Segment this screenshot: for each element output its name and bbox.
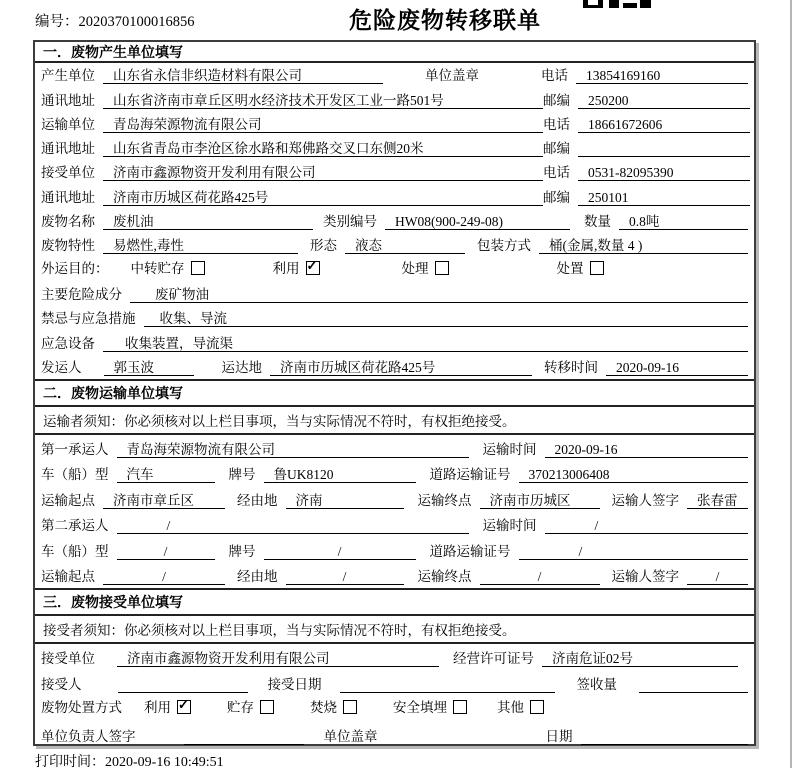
print-time (35, 751, 224, 771)
checkbox-dispose (590, 261, 604, 275)
section3-body (35, 644, 754, 748)
emergency-equipment-value: 收集装置，导流渠 (103, 335, 748, 352)
origin-value: / (103, 568, 225, 585)
second-carrier-value: / (117, 517, 469, 534)
receiver-label: 接受单位 (41, 165, 95, 181)
field-row-waste-property (35, 233, 754, 257)
postcode-label: 邮编 (543, 92, 570, 108)
phone-value: 13854169160 (576, 67, 748, 84)
section2-body (35, 435, 754, 590)
checkbox-label-treat: 处理 (401, 260, 429, 276)
received-amount-label: 签收量 (576, 677, 617, 692)
date-label: 日期 (545, 729, 573, 744)
checkbox-incinerate (343, 700, 357, 714)
plate-number-value: / (264, 543, 416, 560)
plate-number-value: 鲁UK8120 (264, 466, 416, 483)
waste-name-value: 废机油 (103, 213, 313, 230)
checkbox-label-utilize: 利用 (272, 260, 300, 276)
packaging-value: 桶(金属,数量 4 ) (539, 237, 748, 254)
receiving-unit-label: 接受单位 (41, 651, 95, 666)
via-label: 经由地 (237, 492, 278, 508)
terminus-value: / (480, 568, 600, 585)
responsible-signature-value (184, 728, 304, 745)
carrier-signature-value: 张春雷 (687, 492, 748, 509)
receive-date-label: 接受日期 (267, 677, 322, 692)
contraindication-value: 收集、导流 (144, 310, 749, 327)
page-title: 危险废物转移联单 (349, 8, 541, 33)
received-amount-value (639, 676, 748, 693)
plate-number-label: 牌号 (228, 543, 256, 559)
date-value (581, 728, 749, 745)
checkbox-label-incinerate: 焚烧 (310, 700, 337, 715)
address-value: 山东省济南市章丘区明水经济技术开发区工业一路501号 (103, 92, 543, 109)
business-license-label: 经营许可证号 (453, 651, 534, 666)
consignor-label: 发运人 (41, 359, 82, 375)
field-row-emergency-equipment (35, 330, 754, 354)
field-row-waste-name (35, 209, 754, 233)
via-label: 经由地 (237, 569, 278, 584)
hazard-component-label: 主要危险成分 (41, 286, 122, 302)
field-row-vehicle-type-2 (35, 537, 754, 563)
destination-value: 济南市历城区荷花路425号 (270, 359, 532, 376)
receiving-unit-value: 济南市鑫源物资开发利用有限公司 (117, 650, 439, 667)
waste-property-label: 废物特性 (41, 238, 95, 254)
address-value: 山东省青岛市李沧区徐水路和郑佛路交叉口东侧20米 (103, 140, 543, 157)
carrier-signature-label: 运输人签字 (611, 492, 679, 508)
category-code-label: 类别编号 (323, 214, 377, 230)
section3-note: 接受者须知：你必须核对以上栏目事项，当与实际情况不符时，有权拒绝接受。 (35, 616, 754, 644)
checkbox-utilize (177, 700, 191, 714)
checkbox-transit-storage (191, 261, 205, 275)
origin-label: 运输起点 (41, 492, 95, 508)
vehicle-type-value: 汽车 (117, 466, 215, 483)
carrier-signature-value: / (687, 568, 748, 585)
road-permit-label: 道路运输证号 (429, 467, 511, 482)
terminus-label: 运输终点 (417, 569, 472, 584)
carrier-signature-label: 运输人签字 (611, 569, 679, 584)
terminus-value: 济南市历城区 (480, 492, 600, 509)
plate-number-label: 牌号 (228, 467, 256, 482)
business-license-value: 济南危证02号 (542, 650, 738, 667)
checkbox-label-utilize: 利用 (144, 700, 171, 715)
disposal-method-label: 废物处置方式 (41, 700, 122, 715)
field-row-consignor (35, 355, 754, 379)
packaging-label: 包装方式 (477, 238, 531, 254)
producer-label: 产生单位 (41, 68, 95, 84)
road-permit-value: 370213006408 (519, 466, 749, 483)
waste-name-label: 废物名称 (41, 214, 95, 230)
postcode-label: 邮编 (543, 189, 570, 205)
terminus-label: 运输终点 (417, 492, 472, 508)
field-row-transport-route-2 (35, 563, 754, 589)
recipient-label: 接受人 (41, 677, 82, 692)
field-row-receiver-address (35, 184, 754, 208)
document-number-label: 编号： (35, 14, 79, 30)
field-row-contraindication (35, 306, 754, 330)
field-row-recipient (35, 670, 754, 696)
address-value: 济南市历城区荷花路425号 (103, 189, 543, 206)
recipient-value (118, 676, 248, 693)
checkbox-storage (260, 700, 274, 714)
receiver-value: 济南市鑫源物资开发利用有限公司 (103, 164, 543, 181)
receive-date-value (340, 676, 555, 693)
transport-date-value: 2020-09-16 (545, 441, 749, 458)
print-time-value: 2020-09-16 10:49:51 (105, 755, 224, 770)
checkbox-utilize (306, 261, 320, 275)
checkbox-other (530, 700, 544, 714)
first-carrier-label: 第一承运人 (41, 441, 109, 457)
field-row-second-carrier (35, 512, 754, 538)
second-carrier-label: 第二承运人 (41, 518, 109, 533)
qr-code-fragment (583, 0, 653, 8)
field-row-receiver (35, 160, 754, 184)
road-permit-label: 道路运输证号 (429, 543, 511, 559)
quantity-value: 0.8吨 (619, 213, 748, 230)
phone-value: 18661672606 (578, 116, 750, 133)
form-state-label: 形态 (310, 238, 337, 254)
category-code-value: HW08(900-249-08) (385, 213, 570, 230)
origin-label: 运输起点 (41, 569, 95, 584)
vehicle-type-label: 车（船）型 (41, 467, 109, 482)
page-edge (790, 0, 792, 768)
transporter-value: 青岛海荣源物流有限公司 (103, 116, 543, 133)
vehicle-type-value: / (117, 543, 215, 560)
postcode-value (578, 140, 750, 157)
print-time-label: 打印时间： (35, 755, 105, 770)
destination-label: 运达地 (221, 359, 262, 375)
section2-note: 运输者须知：你必须核对以上栏目事项，当与实际情况不符时，有权拒绝接受。 (35, 407, 754, 435)
transfer-purpose-label: 外运目的： (41, 260, 109, 276)
phone-label: 电话 (541, 68, 568, 84)
transfer-date-label: 转移时间 (544, 359, 598, 375)
phone-label: 电话 (543, 165, 570, 181)
contraindication-label: 禁忌与应急措施 (41, 311, 136, 327)
quantity-label: 数量 (584, 214, 611, 230)
via-value: 济南 (286, 492, 404, 509)
address-label: 通讯地址 (41, 92, 95, 108)
checkbox-landfill (453, 700, 467, 714)
producer-value: 山东省永信非织造材料有限公司 (103, 67, 383, 84)
unit-stamp-label: 单位盖章 (425, 68, 479, 84)
address-label: 通讯地址 (41, 189, 95, 205)
phone-value: 0531-82095390 (578, 164, 750, 181)
field-row-first-carrier (35, 435, 754, 461)
field-row-transfer-purpose (35, 257, 754, 281)
address-label: 通讯地址 (41, 141, 95, 157)
checkbox-treat (435, 261, 449, 275)
field-row-disposal-method (35, 696, 754, 722)
waste-property-value: 易燃性,毒性 (103, 237, 298, 254)
field-row-hazard-component (35, 282, 754, 306)
postcode-value: 250200 (578, 92, 750, 109)
section3-header: 三．废物接受单位填写 (35, 590, 754, 616)
transfer-date-value: 2020-09-16 (606, 359, 748, 376)
field-row-vehicle-type (35, 461, 754, 487)
transport-date-value: / (545, 517, 749, 534)
origin-value: 济南市章丘区 (103, 492, 225, 509)
field-row-producer (35, 63, 754, 87)
form-state-value: 液态 (345, 237, 465, 254)
field-row-producer-address (35, 87, 754, 111)
section1-header: 一．废物产生单位填写 (35, 42, 754, 63)
field-row-receiving-unit (35, 644, 754, 670)
road-permit-value: / (519, 543, 749, 560)
responsible-signature-label: 单位负责人签字 (41, 729, 136, 744)
checkbox-label-other: 其他 (497, 700, 524, 715)
emergency-equipment-label: 应急设备 (41, 335, 95, 351)
field-row-responsible-signature (35, 722, 754, 748)
checkbox-label-transit-storage: 中转贮存 (130, 260, 185, 276)
postcode-value: 250101 (578, 189, 750, 206)
via-value: / (286, 568, 404, 585)
field-row-transporter (35, 112, 754, 136)
vehicle-type-label: 车（船）型 (41, 543, 109, 559)
field-row-transporter-address (35, 136, 754, 160)
consignor-value: 郭玉波 (104, 359, 194, 376)
section1-body (35, 63, 754, 381)
unit-stamp-label: 单位盖章 (323, 729, 378, 744)
first-carrier-value: 青岛海荣源物流有限公司 (117, 441, 469, 458)
document-number-value: 2020370100016856 (78, 14, 195, 30)
phone-label: 电话 (543, 116, 570, 132)
hazard-component-value: 废矿物油 (130, 286, 748, 303)
section2-header: 二．废物运输单位填写 (35, 381, 754, 407)
field-row-transport-route (35, 486, 754, 512)
transporter-label: 运输单位 (41, 116, 95, 132)
checkbox-label-landfill: 安全填埋 (393, 700, 447, 715)
postcode-label: 邮编 (543, 141, 570, 157)
checkbox-label-dispose: 处置 (556, 260, 584, 276)
checkbox-label-storage: 贮存 (227, 700, 254, 715)
transport-date-label: 运输时间 (482, 441, 537, 457)
transport-date-label: 运输时间 (482, 518, 537, 533)
transfer-manifest-form (33, 40, 756, 746)
